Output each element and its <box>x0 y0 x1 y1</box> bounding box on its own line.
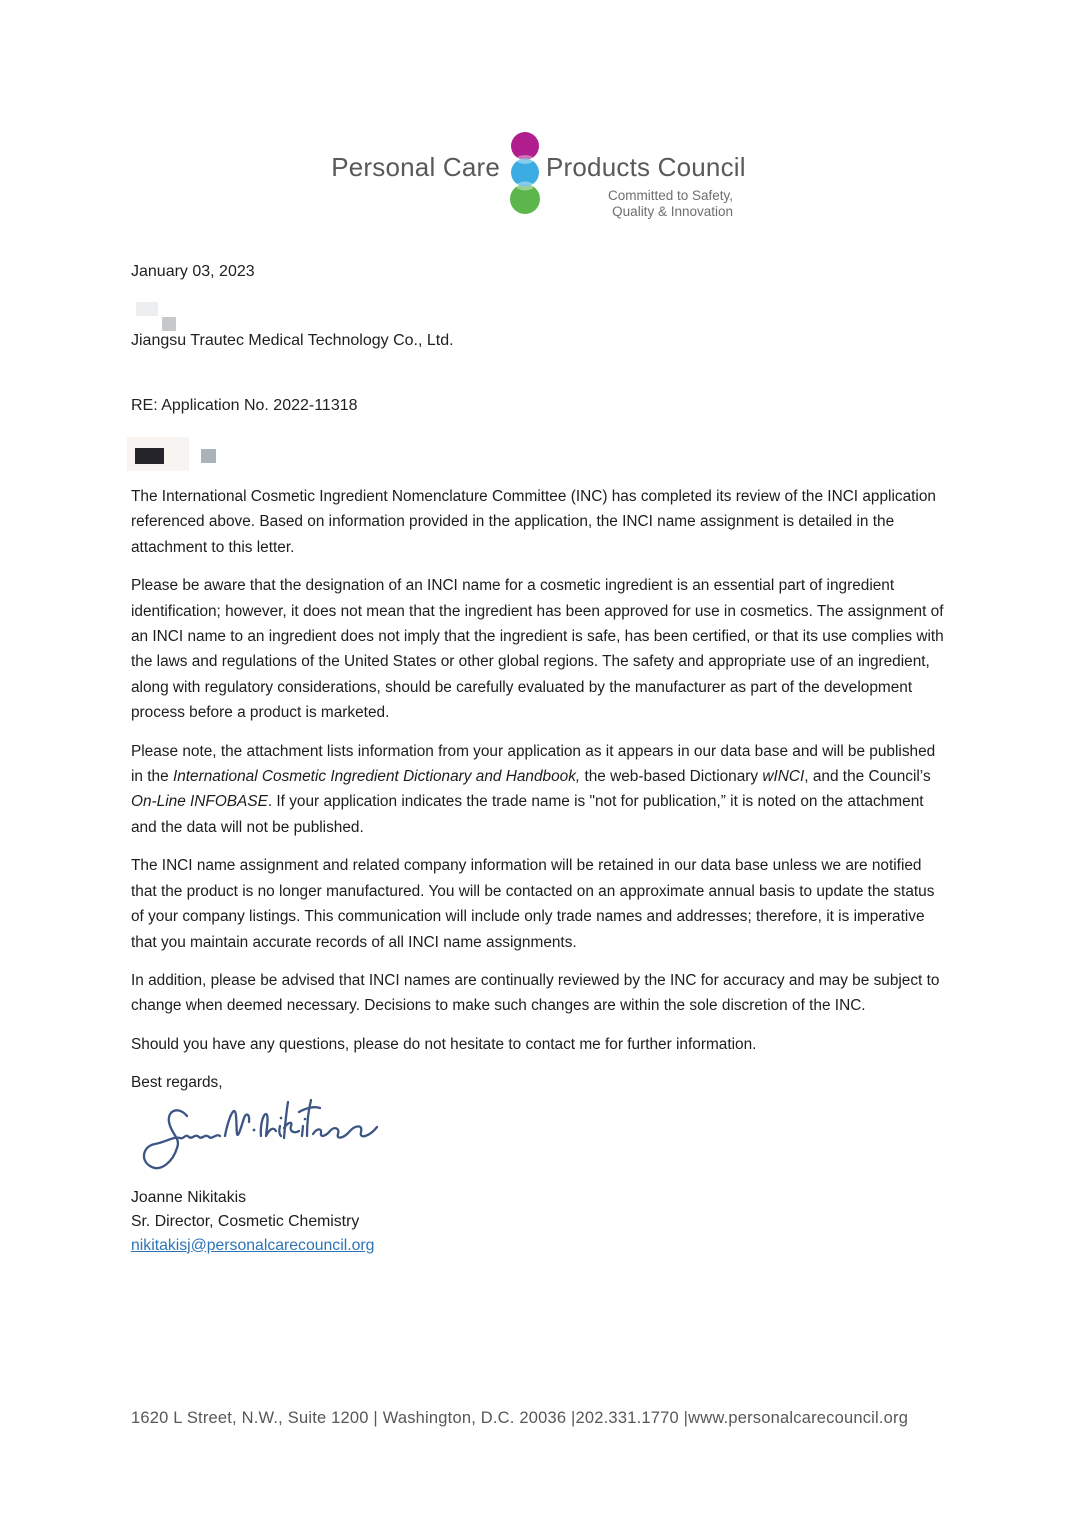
closing-line: Best regards, <box>131 1074 223 1092</box>
redaction-mark <box>135 448 164 464</box>
letter-paragraph: In addition, please be advised that INCI names are continually reviewed by the INC for accuracy and may be subject to change when deemed necessary. Decisions to make such changes are within the sole discretion of the INC. <box>131 971 940 1015</box>
letter-date: January 03, 2023 <box>131 263 255 280</box>
email-link[interactable]: nikitakisj@personalcarecouncil.org <box>131 1236 375 1254</box>
signature-image <box>139 1094 379 1174</box>
letter-paragraph: Please be aware that the designation of an INCI name for a cosmetic ingredient is an essential part of ingredient identification; however, it does not mean that the ingredient has been approved for use in cosmetics. The assignment of an INCI name to an ingredient does not imply that the ingredient is safe, has been certified, or that its use complies with the laws and regulations of the United States or other global regions. The safety and appropriate use of an ingredient, along with regulatory considerations, should be carefully evaluated by the manufacturer as part of the development process before a product is marketed. <box>131 577 944 722</box>
letter-paragraph: Please note, the attachment lists information from your application as it appears in our data base and will be published in the International Cosmetic Ingredient Dictionary and Handbook, the web-based Dictionary wINCI, and the Council’s On-Line INFOBASE. If your application indicates the trade name is "not for publication,” it is noted on the attachment and the data will not be published. <box>131 742 936 836</box>
signer-name: Joanne Nikitakis <box>131 1188 247 1206</box>
redaction-mark <box>162 317 176 331</box>
redaction-mark <box>201 449 216 463</box>
signer-title: Sr. Director, Cosmetic Chemistry <box>131 1212 360 1230</box>
subject-line: RE: Application No. 2022-11318 <box>131 397 358 414</box>
letter-paragraphs <box>131 484 949 1057</box>
recipient-name: Jiangsu Trautec Medical Technology Co., Ltd. <box>131 332 454 349</box>
signer-email <box>131 1234 949 1258</box>
logo-text-right: Products Council <box>546 152 746 182</box>
logo-tagline <box>533 188 733 219</box>
letter-paragraph: The International Cosmetic Ingredient Nomenclature Committee (INC) has completed its review of the INCI application referenced above. Based on information provided in the application, the INCI name assignment is detailed in the attachment to this letter. <box>131 488 936 556</box>
letter-paragraph: The INCI name assignment and related company information will be retained in our data base unless we are notified that the product is no longer manufactured. You will be contacted on an approximate annual basis to update the status of your company listings. This communication will include only trade names and addresses; therefore, it is imperative that you maintain accurate records of all INCI name assignments. <box>131 857 935 951</box>
letter-paragraph: Should you have any questions, please do not hesitate to contact me for further information. <box>131 1035 757 1053</box>
logo-tagline-line: Committed to Safety, <box>607 188 733 203</box>
letter-body <box>131 484 949 1258</box>
footer-address: 1620 L Street, N.W., Suite 1200 | Washington, D.C. 20036 |202.331.1770 |www.personalcarecouncil.org <box>131 1409 909 1427</box>
redaction-mark <box>136 302 158 316</box>
logo-text-left: Personal Care <box>331 152 500 182</box>
logo-tagline-line: Quality & Innovation <box>612 203 733 219</box>
